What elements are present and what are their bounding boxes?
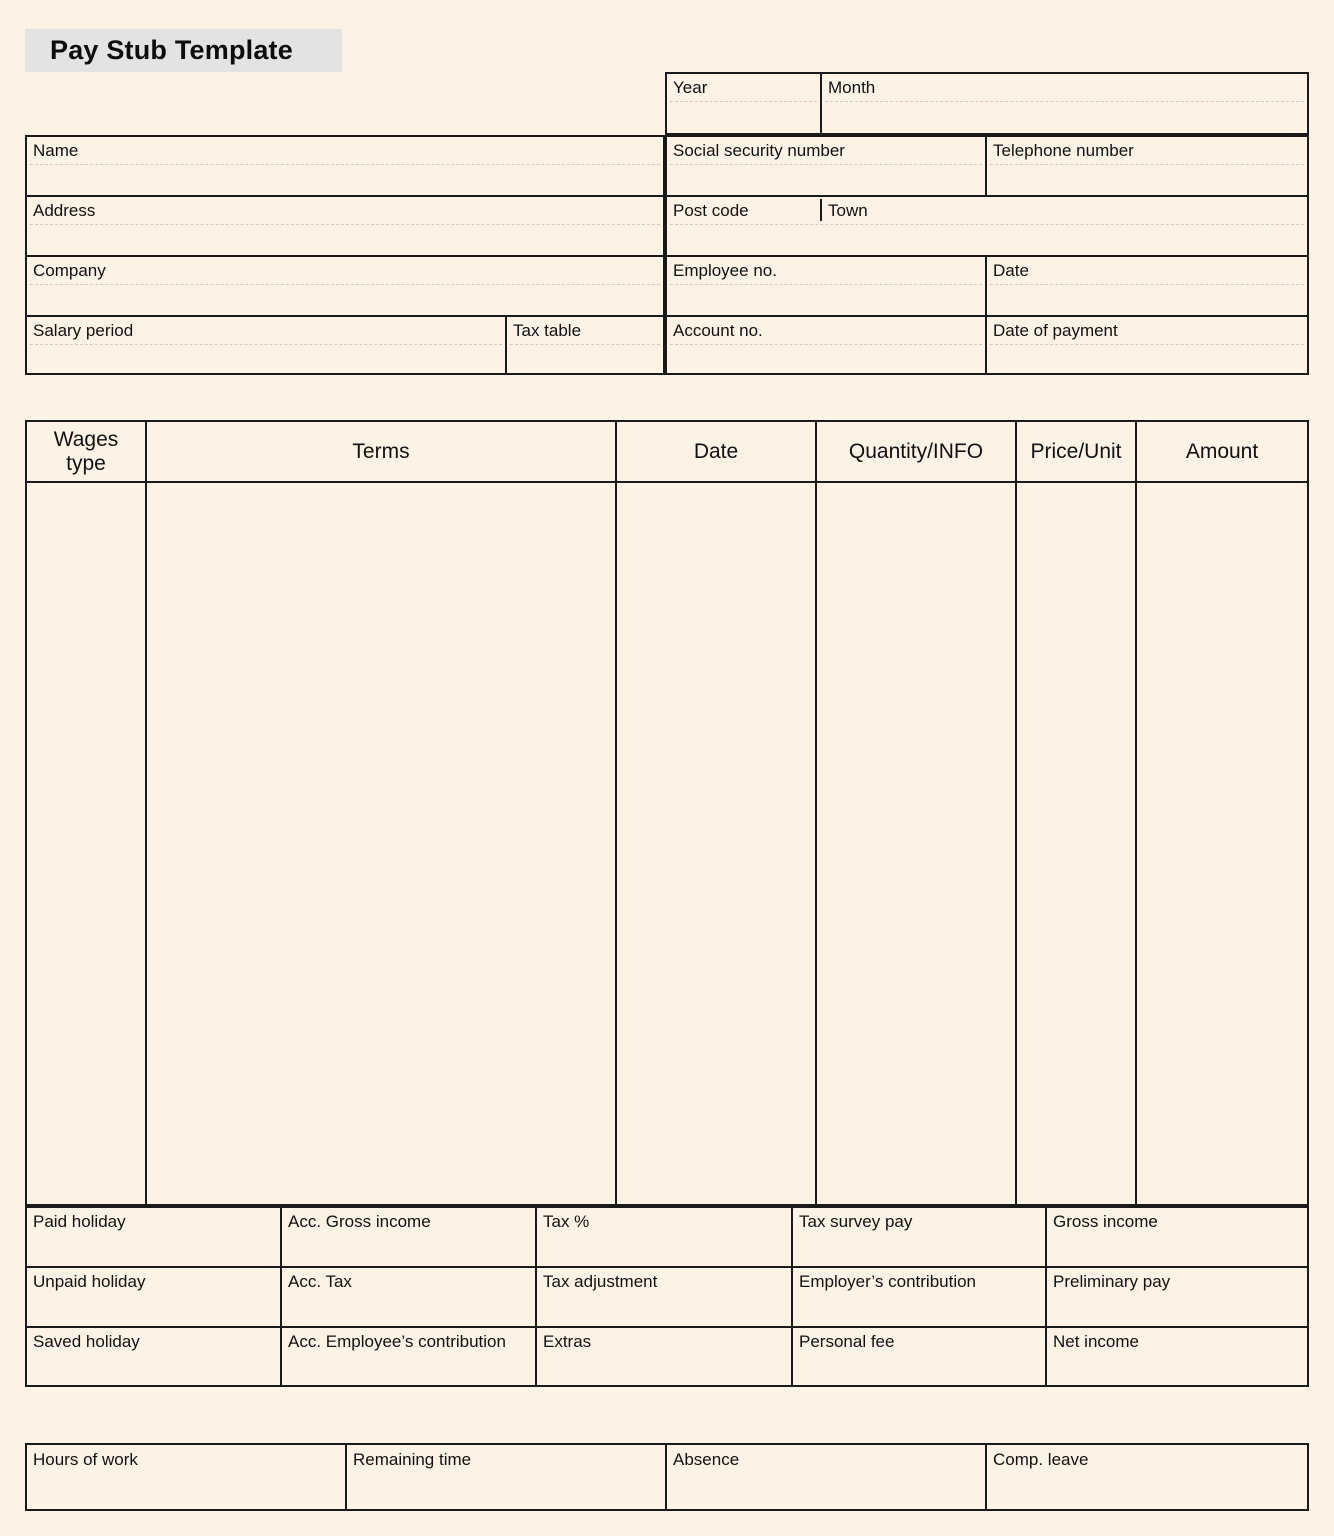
amount-header-text: Amount: [1185, 439, 1259, 463]
date-of-payment-field[interactable]: [987, 317, 1307, 373]
time-summary-bar: [25, 1443, 1309, 1511]
summary-label: Acc. Tax: [288, 1272, 352, 1291]
name-label: Name: [33, 141, 79, 160]
price-header-text: Price/Unit: [1030, 439, 1122, 463]
postcode-town-rule: [670, 224, 1304, 225]
summary-label: Tax %: [543, 1212, 590, 1231]
postcode-town-divider: [820, 199, 822, 221]
date-label: Date: [993, 261, 1029, 280]
date-header-text: Date: [693, 439, 739, 463]
wages-table-body[interactable]: [27, 483, 1307, 1204]
ssn-rule: [670, 164, 982, 165]
summary-cell-tax-adjustment[interactable]: [537, 1268, 793, 1328]
summary-label: Unpaid holiday: [33, 1272, 146, 1291]
summary-label: Acc. Gross income: [288, 1212, 431, 1231]
summary-cell-gross-income[interactable]: [1047, 1208, 1307, 1268]
time-label: Comp. leave: [993, 1450, 1089, 1469]
summary-label: Gross income: [1053, 1212, 1158, 1231]
summary-grid: [25, 1206, 1309, 1387]
column-header-wages-type: [27, 422, 145, 481]
summary-cell-tax-survey-pay[interactable]: [793, 1208, 1047, 1268]
terms-header-text: Terms: [352, 439, 410, 463]
company-label: Company: [33, 261, 106, 280]
page-title: Pay Stub Template: [50, 35, 293, 65]
summary-label: Paid holiday: [33, 1212, 126, 1231]
summary-label: Acc. Employee’s contribution: [288, 1332, 506, 1351]
month-label: Month: [828, 78, 876, 97]
column-header-price-unit: [1017, 422, 1135, 481]
column-header-amount: [1137, 422, 1307, 481]
summary-cell-saved-holiday[interactable]: [27, 1328, 282, 1385]
telephone-label: Telephone number: [993, 141, 1134, 160]
wages-table: [25, 420, 1309, 1206]
name-rule: [30, 164, 660, 165]
wages-type-line2: type: [66, 451, 106, 475]
account-no-rule: [670, 344, 982, 345]
salary-period-field[interactable]: [27, 317, 505, 373]
summary-cell-acc-employees-contribution[interactable]: [282, 1328, 537, 1385]
summary-cell-preliminary-pay[interactable]: [1047, 1268, 1307, 1328]
summary-cell-tax-percent[interactable]: [537, 1208, 793, 1268]
column-header-quantity-info: [817, 422, 1015, 481]
account-no-field[interactable]: [667, 317, 985, 373]
date-of-payment-rule: [990, 344, 1304, 345]
month-field[interactable]: [822, 74, 1307, 133]
name-field[interactable]: [27, 137, 663, 197]
employee-no-label: Employee no.: [673, 261, 777, 280]
employee-no-rule: [670, 284, 982, 285]
wages-table-header-row: [27, 422, 1307, 483]
tax-table-rule: [510, 344, 660, 345]
page-title-box: [25, 29, 342, 72]
period-box: [665, 72, 1309, 135]
time-cell-remaining-time[interactable]: [347, 1445, 667, 1509]
company-rule: [30, 284, 660, 285]
town-label: Town: [828, 201, 868, 220]
summary-cell-net-income[interactable]: [1047, 1328, 1307, 1385]
summary-label: Employer’s contribution: [799, 1272, 977, 1291]
summary-cell-acc-tax[interactable]: [282, 1268, 537, 1328]
time-cell-comp-leave[interactable]: [987, 1445, 1307, 1509]
salary-period-rule: [30, 344, 502, 345]
summary-label: Net income: [1053, 1332, 1139, 1351]
address-field[interactable]: [27, 197, 663, 257]
summary-label: Tax adjustment: [543, 1272, 658, 1291]
postcode-label: Post code: [673, 201, 749, 220]
summary-cell-personal-fee[interactable]: [793, 1328, 1047, 1385]
summary-label: Extras: [543, 1332, 592, 1351]
summary-label: Preliminary pay: [1053, 1272, 1171, 1291]
time-cell-hours-of-work[interactable]: [27, 1445, 347, 1509]
month-rule: [825, 101, 1304, 102]
year-rule: [670, 101, 817, 102]
summary-cell-extras[interactable]: [537, 1328, 793, 1385]
summary-label: Personal fee: [799, 1332, 895, 1351]
summary-label: Tax survey pay: [799, 1212, 913, 1231]
employee-no-field[interactable]: [667, 257, 985, 317]
summary-cell-acc-gross-income[interactable]: [282, 1208, 537, 1268]
summary-cell-employers-contribution[interactable]: [793, 1268, 1047, 1328]
time-label: Hours of work: [33, 1450, 138, 1469]
account-no-label: Account no.: [673, 321, 763, 340]
summary-cell-unpaid-holiday[interactable]: [27, 1268, 282, 1328]
summary-label: Saved holiday: [33, 1332, 140, 1351]
date-field[interactable]: [987, 257, 1307, 317]
column-header-date: [617, 422, 815, 481]
summary-cell-paid-holiday[interactable]: [27, 1208, 282, 1268]
time-label: Remaining time: [353, 1450, 472, 1469]
time-cell-absence[interactable]: [667, 1445, 987, 1509]
address-rule: [30, 224, 660, 225]
ssn-field[interactable]: [667, 137, 985, 197]
telephone-rule: [990, 164, 1304, 165]
salary-period-label: Salary period: [33, 321, 134, 340]
postcode-town-row[interactable]: [667, 197, 1307, 257]
telephone-field[interactable]: [987, 137, 1307, 197]
ssn-label: Social security number: [673, 141, 845, 160]
employee-right-block: [665, 135, 1309, 375]
column-header-terms: [147, 422, 615, 481]
quantity-header-text: Quantity/INFO: [848, 439, 984, 463]
date-rule: [990, 284, 1304, 285]
date-of-payment-label: Date of payment: [993, 321, 1118, 340]
wages-type-line1: Wages: [53, 427, 119, 451]
tax-table-label: Tax table: [513, 321, 582, 340]
company-field[interactable]: [27, 257, 663, 317]
employee-left-block: [25, 135, 665, 375]
year-field[interactable]: [667, 74, 820, 133]
year-label: Year: [673, 78, 708, 97]
address-label: Address: [33, 201, 96, 220]
tax-table-field[interactable]: [507, 317, 663, 373]
time-label: Absence: [673, 1450, 740, 1469]
